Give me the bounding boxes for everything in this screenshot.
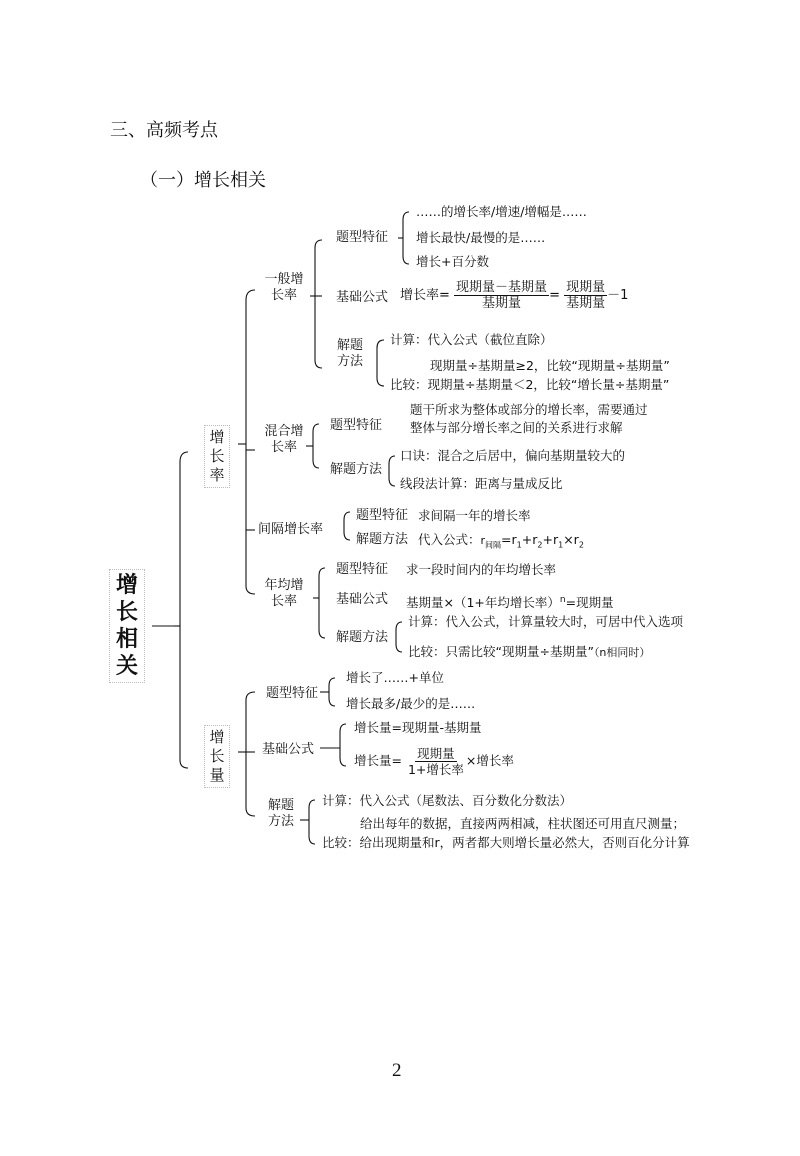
general-rate-label: 一般增长率 <box>264 272 304 303</box>
mixed-method-a: 口诀：混合之后居中，偏向基期量较大的 <box>400 448 626 463</box>
general-formula-den2: 基期量 <box>566 296 606 311</box>
amount-method-compare-b: 比较：给出现期量和r，两者都大则增长量必然大，否则百化分计算 <box>322 835 690 850</box>
interval-method-prefix: 代入公式： <box>418 532 481 547</box>
interval-r: r <box>480 534 486 547</box>
annual-formula-a: 基期量×（1+年均增长率） <box>406 595 560 611</box>
general-feature-3: 增长+百分数 <box>416 254 489 269</box>
amount-formula2-den: 1+增长率 <box>407 762 464 777</box>
amount-formula2-tail: ×增长率 <box>465 753 514 768</box>
interval-sub2: 2 <box>537 540 543 550</box>
interval-plus2: +r <box>542 532 559 547</box>
rate-node: 增长率 <box>207 428 227 485</box>
interval-features: 求间隔一年的增长率 <box>418 508 531 523</box>
general-feature-1: ……的增长率/增速/增幅是…… <box>416 204 587 219</box>
mixed-method-label: 解题方法 <box>330 462 383 477</box>
general-method-compare-a: 现期量÷基期量≥2，比较“现期量÷基期量” <box>430 358 670 373</box>
annual-rate-label: 年均增长率 <box>264 578 304 609</box>
mixed-features-label: 题型特征 <box>330 418 383 433</box>
general-features-label: 题型特征 <box>336 230 389 245</box>
amount-formula2-num: 现期量 <box>417 746 455 761</box>
annual-method-compare-text: 比较：只需比较“现期量÷基期量” <box>408 644 594 659</box>
amount-node: 增长量 <box>207 728 227 785</box>
general-method-calc: 计算：代入公式（截位直除） <box>390 332 553 347</box>
general-formula-tail: －1 <box>607 288 629 303</box>
amount-formula2-fraction <box>406 746 466 777</box>
annual-formula-b: =现期量 <box>565 595 614 611</box>
mixed-features-b: 整体与部分增长率之间的关系进行求解 <box>410 420 623 435</box>
interval-features-label: 题型特征 <box>356 508 409 523</box>
section-title: 三、高频考点 <box>110 120 218 141</box>
general-formula: 增长率= $\frac{\text{现期量－基期量}}{\text{基期量}}$ = $\frac{\text{现期量}}{\text{基期量}}$ －1 <box>400 280 629 311</box>
mixed-rate-label: 混合增长率 <box>264 424 304 455</box>
page-number: 2 <box>392 1060 402 1081</box>
general-formula-label: 基础公式 <box>336 290 389 305</box>
amount-feature-1: 增长了……+单位 <box>346 670 444 685</box>
annual-method-compare <box>408 644 650 661</box>
general-formula-lhs: 增长率 <box>400 288 440 303</box>
interval-sub2b: 2 <box>578 540 584 550</box>
amount-feature-2: 增长最多/最少的是…… <box>346 696 476 711</box>
interval-r-sub: 间隔 <box>485 540 502 550</box>
annual-formula-label: 基础公式 <box>336 592 389 607</box>
general-method-compare-b: 比较：现期量÷基期量＜2，比较“增长量÷基期量” <box>390 377 670 392</box>
annual-features-label: 题型特征 <box>336 562 389 577</box>
amount-method-calc: 计算：代入公式（尾数法、百分数化分数法） <box>322 793 573 808</box>
general-formula-num2: 现期量 <box>566 280 606 295</box>
amount-features-label: 题型特征 <box>266 686 319 701</box>
general-formula-den: 基期量 <box>482 296 522 311</box>
mixed-features-a: 题干所求为整体或部分的增长率，需要通过 <box>410 402 648 417</box>
general-formula-num: 现期量－基期量 <box>456 280 548 295</box>
interval-rate-label: 间隔增长率 <box>258 522 324 537</box>
general-feature-2: 增长最快/最慢的是…… <box>416 230 546 245</box>
interval-sub1: 1 <box>516 540 522 550</box>
amount-formula-label: 基础公式 <box>262 742 315 757</box>
general-formula-fraction-2 <box>564 280 607 311</box>
root-node: 增长相关 <box>112 572 142 680</box>
interval-eq: =r <box>501 532 517 547</box>
interval-method-formula <box>418 532 584 554</box>
amount-method-compare-a: 给出每年的数据，直接两两相减，柱状图还可用直尺测量； <box>360 816 686 831</box>
interval-plus: +r <box>521 532 538 547</box>
interval-sub1b: 1 <box>558 540 564 550</box>
mixed-method-b: 线段法计算：距离与量成反比 <box>400 476 563 491</box>
amount-formula2-lhs: 增长量= <box>354 753 402 768</box>
annual-method-calc: 计算：代入公式，计算量较大时，可居中代入选项 <box>408 614 684 629</box>
annual-formula-sup: n <box>559 595 566 605</box>
amount-formula-2 <box>354 746 514 777</box>
interval-times: ×r <box>563 532 579 547</box>
amount-method-label: 解题方法 <box>267 798 294 829</box>
annual-method-label: 解题方法 <box>336 630 389 645</box>
annual-method-compare-note: （n相同时） <box>593 646 651 659</box>
general-method-label: 解题方法 <box>336 338 363 369</box>
general-formula-fraction-1 <box>454 280 549 311</box>
subsection-title: （一）增长相关 <box>140 170 266 191</box>
annual-formula <box>406 592 614 611</box>
interval-method-label: 解题方法 <box>356 532 409 547</box>
annual-features: 求一段时间内的年均增长率 <box>406 562 557 577</box>
amount-formula-1: 增长量=现期量-基期量 <box>354 720 482 735</box>
